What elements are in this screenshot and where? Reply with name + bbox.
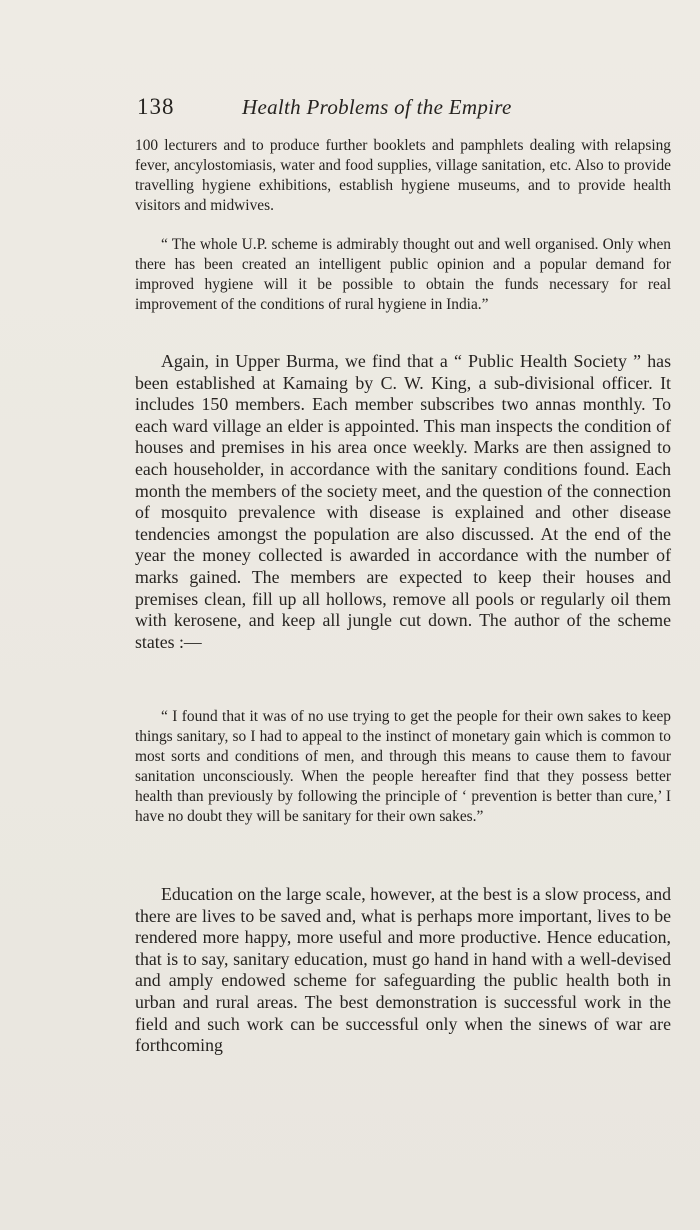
running-title: Health Problems of the Empire xyxy=(242,95,512,119)
paragraph-education: Education on the large scale, however, at the best is a slow process, and there are lives to be saved and, what is perhaps more important, lives to be rendered more happy, more useful and more productive. Hence education, that is to say, sanitary education, must go hand in hand with a well-devised and amply endowed scheme for safeguarding the public health both in urban and rural areas. The best demonstration is successful work in the field and such work can be successful only when the sinews of war are forthcoming xyxy=(135,884,671,1056)
quoted-paragraph-author-statement: “ I found that it was of no use trying to get the people for their own sakes to keep things sanitary, so I had to appeal to the instinct of monetary gain which is common to most sorts and conditions of men, and through this means to cause them to favour sanitation unconsciously. When the people hereafter find that they possess better health than previously by following the principle of ‘ prevention is better than cure,’ I have no doubt they will be sanitary for their own sakes.” xyxy=(135,708,671,826)
page-header xyxy=(137,92,671,124)
quoted-paragraph-scheme-assessment: “ The whole U.P. scheme is admirably thought out and well organised. Only when there has been created an intelligent public opinion and a popular demand for improved hygiene will it be possible to obtain the funds necessary for real improvement of the conditions of rural hygiene in India.” xyxy=(135,236,671,314)
page-number: 138 xyxy=(137,94,175,119)
paragraph-upper-burma: Again, in Upper Burma, we find that a “ Public Health Society ” has been established at Kamaing by C. W. King, a sub-divisional officer. It includes 150 members. Each member subscribes two annas monthly. To each ward village an elder is appointed. This man inspects the condition of houses and premises in his area once weekly. Marks are then assigned to each householder, in accordance with the sanitary conditions found. Each month the members of the society meet, and the question of the connection of mosquito prevalence with disease is explained and other disease tendencies amongst the population are also discussed. At the end of the year the money collected is awarded in accordance with the number of marks gained. The members are expected to keep their houses and premises clean, fill up all hollows, remove all pools or regularly oil them with kerosene, and keep all jungle cut down. The author of the scheme states :— xyxy=(135,351,671,652)
quoted-paragraph-continuation: 100 lecturers and to produce further booklets and pamphlets dealing with relapsing fever, ancylostomiasis, water and food supplies, village sanitation, etc. Also to provide travelling hygiene exhibitions, establish hygiene museums, and to provide health visitors and midwives. xyxy=(135,137,671,215)
